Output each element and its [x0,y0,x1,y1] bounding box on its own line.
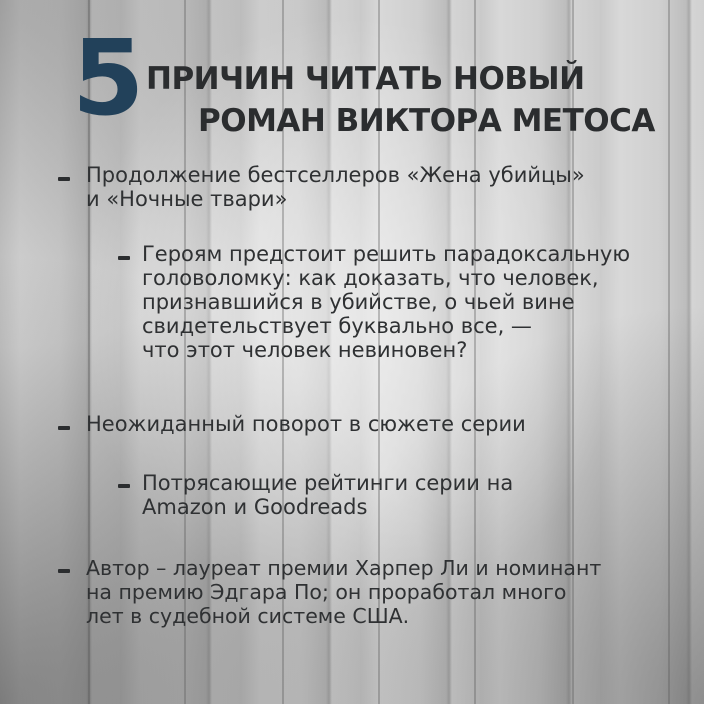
item-line: лет в судебной системе США. [86,604,410,628]
list-item-3 [86,412,526,436]
list-item-1 [86,163,585,211]
bullet-dash-icon [58,177,70,181]
item-line: что этот человек невиновен? [142,338,468,362]
item-line: и «Ночные твари» [86,187,288,211]
poster-title [72,17,692,142]
item-line: Неожиданный поворот в сюжете серии [86,412,526,436]
title-number: 5 [72,17,145,139]
item-line: головоломку: как доказать, что человек, [142,266,599,290]
item-line: Автор – лауреат премии Харпер Ли и номинант [86,556,602,580]
bullet-dash-icon [118,484,130,488]
item-line: Потрясающие рейтинги серии на [142,471,514,495]
item-line: Amazon и Goodreads [142,495,368,519]
title-line-2: РОМАН ВИКТОРА МЕТОСА [198,103,655,139]
bullet-dash-icon [118,256,130,260]
item-line: признавшийся в убийстве, о чьей вине [142,290,575,314]
bullet-dash-icon [58,426,70,430]
list-item-5 [86,556,601,628]
item-line: на премию Эдгара По; он проработал много [86,580,567,604]
title-line-1: ПРИЧИН ЧИТАТЬ НОВЫЙ [146,61,585,97]
item-line: Героям предстоит решить парадоксальную [142,242,631,266]
item-line: Продолжение бестселлеров «Жена убийцы» [86,163,585,187]
list-item-2 [142,242,630,362]
list-item-4 [142,471,513,519]
bullet-dash-icon [58,569,70,573]
item-line: свидетельствует буквально все, — [142,314,532,338]
